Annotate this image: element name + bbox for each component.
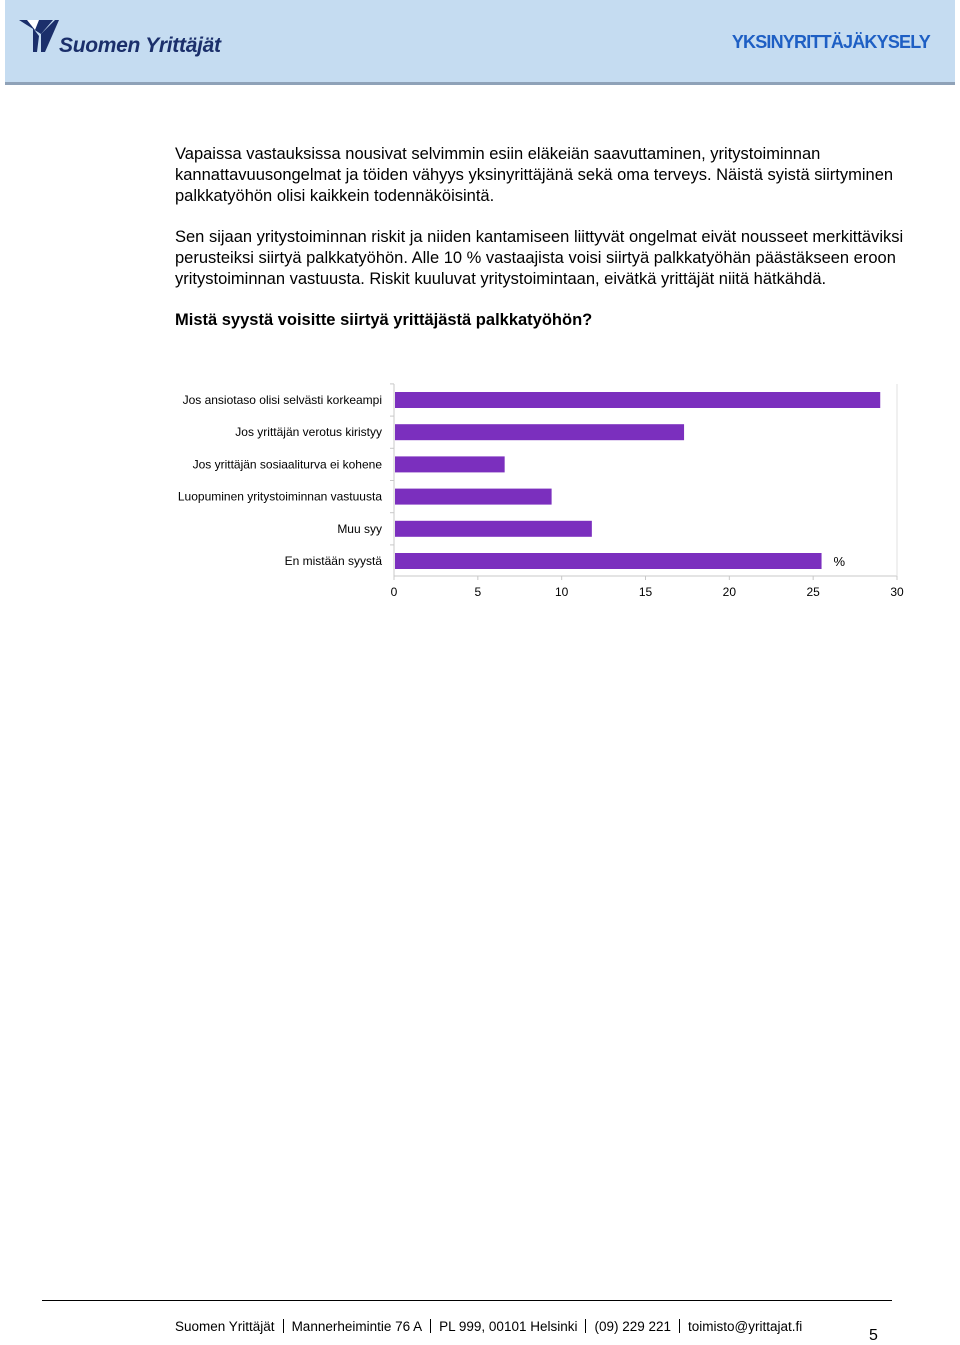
chart-unit-label: % bbox=[833, 554, 846, 569]
suomen-yrittajat-logo bbox=[19, 18, 219, 62]
footer-email[interactable]: toimisto@yrittajat.fi bbox=[688, 1319, 803, 1334]
footer-separator bbox=[679, 1319, 680, 1333]
main-content bbox=[175, 144, 915, 331]
chart-x-tick-label: 0 bbox=[390, 585, 398, 599]
chart-category-label: Luopuminen yritystoiminnan vastuusta bbox=[177, 489, 382, 504]
chart-x-tick-label: 15 bbox=[638, 585, 653, 599]
chart-x-tick-label: 25 bbox=[806, 585, 820, 599]
footer-separator bbox=[430, 1319, 431, 1333]
footer-address: Mannerheimintie 76 A bbox=[291, 1319, 423, 1334]
paragraph-1: Vapaissa vastauksissa nousivat selvimmin esiin eläkeiän saavuttaminen, yritystoiminnan kannattavuusongelmat ja töiden vähyys yksinyrittäjänä sekä oma terveys. Näistä syistä siirtyminen palkkatyöhön olisi kaikkein todennäköisintä. bbox=[175, 145, 894, 205]
reasons-bar-chart bbox=[170, 380, 920, 610]
chart-x-tick-label: 10 bbox=[554, 585, 569, 599]
chart-bar bbox=[395, 456, 505, 472]
logo-mark-icon bbox=[19, 18, 59, 54]
paragraph-2: Sen sijaan yritystoiminnan riskit ja niiden kantamiseen liittyvät ongelmat eivät nousseet merkittäviksi perusteiksi siirtyä palkkatyöhön. Alle 10 % vastaajista voisi siirtyä palkkatyöhän päästäkseen eroon yritystoiminnan vastuusta. Riskit kuuluvat yritystoimintaan, eivätkä yrittäjät niitä hätkähdä. bbox=[175, 228, 904, 288]
footer-separator bbox=[585, 1319, 586, 1333]
chart-bar bbox=[395, 392, 880, 408]
footer-separator bbox=[283, 1319, 284, 1333]
footer-phone: (09) 229 221 bbox=[594, 1319, 672, 1334]
footer bbox=[175, 1319, 802, 1334]
chart-category-label: Jos yrittäjän verotus kiristyy bbox=[235, 425, 382, 440]
chart-x-tick-label: 20 bbox=[722, 585, 737, 599]
logo-text: Suomen Yrittäjät bbox=[59, 34, 221, 57]
chart-x-tick-label: 30 bbox=[890, 585, 904, 599]
question-heading: Mistä syystä voisitte siirtyä yrittäjästä palkkatyöhön? bbox=[175, 311, 593, 329]
chart-bar bbox=[395, 489, 552, 505]
document-title: YKSINYRITTÄJÄKYSELY bbox=[731, 32, 930, 52]
chart-bar bbox=[395, 424, 684, 440]
chart-bar bbox=[395, 553, 822, 569]
chart-category-label: En mistään syystä bbox=[284, 554, 382, 568]
page-number: 5 bbox=[869, 1327, 878, 1344]
chart-category-label: Jos yrittäjän sosiaaliturva ei kohene bbox=[192, 457, 382, 472]
footer-org: Suomen Yrittäjät bbox=[175, 1319, 275, 1334]
footer-po-box: PL 999, 00101 Helsinki bbox=[439, 1319, 578, 1334]
chart-category-label: Jos ansiotaso olisi selvästi korkeampi bbox=[182, 393, 382, 407]
chart-x-tick-label: 5 bbox=[474, 585, 482, 599]
chart-category-label: Muu syy bbox=[337, 521, 382, 536]
chart-bar bbox=[395, 521, 592, 537]
page-header bbox=[5, 0, 955, 85]
footer-divider bbox=[42, 1300, 892, 1301]
